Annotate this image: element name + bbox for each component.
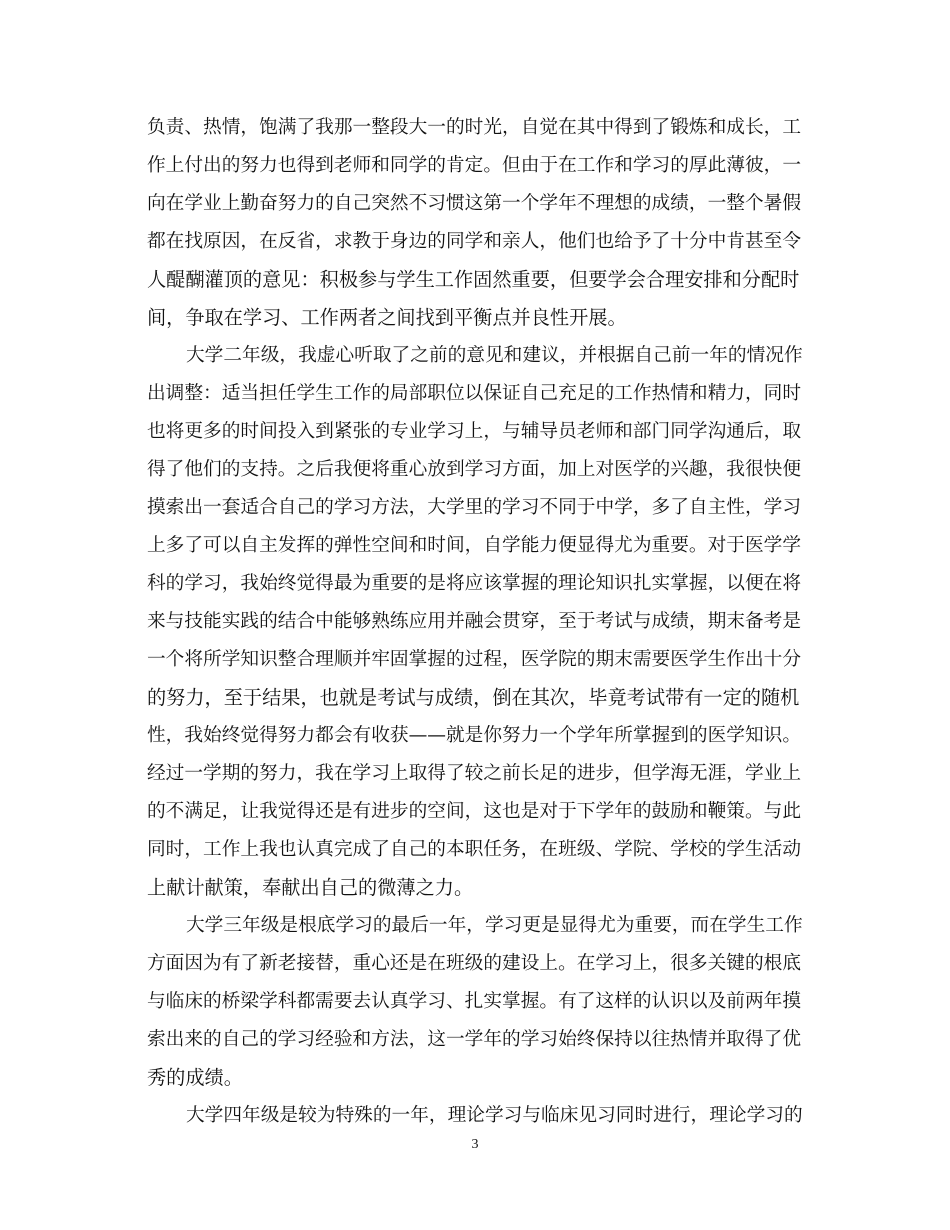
- text-line: 都在找原因，在反省，求教于身边的同学和亲人，他们也给予了十分中肯甚至令: [147, 231, 802, 252]
- text-line: 来与技能实践的结合中能够熟练应用并融会贯穿，至于考试与成绩，期末备考是: [147, 611, 802, 632]
- text-line: 的不满足，让我觉得还是有进步的空间，这也是对于下学年的鼓励和鞭策。与此: [147, 801, 802, 822]
- text-line: 科的学习，我始终觉得最为重要的是将应该掌握的理论知识扎实掌握，以便在将: [147, 573, 802, 594]
- page-number: 3: [471, 1137, 479, 1152]
- text-line: 与临床的桥梁学科都需要去认真学习、扎实掌握。有了这样的认识以及前两年摸: [147, 991, 802, 1012]
- text-line: 经过一学期的努力，我在学习上取得了较之前长足的进步，但学海无涯，学业上: [147, 763, 802, 784]
- text-line: 作上付出的努力也得到老师和同学的肯定。但由于在工作和学习的厚此薄彼，一: [147, 155, 802, 176]
- text-line: 的努力，至于结果，也就是考试与成绩，倒在其次，毕竟考试带有一定的随机: [147, 686, 800, 709]
- paragraph-first-line: 大学三年级是根底学习的最后一年，学习更是显得尤为重要，而在学生工作: [186, 915, 803, 936]
- text-line: 一个将所学知识整合理顺并牢固掌握的过程，医学院的期末需要医学生作出十分: [147, 649, 802, 670]
- text-line: 秀的成绩。: [147, 1066, 243, 1089]
- paragraph-first-line: 大学二年级，我虚心听取了之前的意见和建议，并根据自己前一年的情况作: [186, 345, 803, 366]
- text-line: 人醍醐灌顶的意见：积极参与学生工作固然重要，但要学会合理安排和分配时: [147, 268, 800, 291]
- text-line: 向在学业上勤奋努力的自己突然不习惯这第一个学年不理想的成绩，一整个暑假: [147, 193, 802, 214]
- paragraph-first-line: 大学四年级是较为特殊的一年，理论学习与临床见习同时进行，理论学习的: [186, 1105, 803, 1126]
- text-line: 负责、热情，饱满了我那一整段大一的时光，自觉在其中得到了锻炼和成长，工: [147, 117, 802, 138]
- text-line: 也将更多的时间投入到紧张的专业学习上，与辅导员老师和部门同学沟通后，取: [147, 421, 802, 442]
- text-line: 上献计献策，奉献出自己的微薄之力。: [147, 876, 474, 899]
- text-line: 得了他们的支持。之后我便将重心放到学习方面，加上对医学的兴趣，我很快便: [147, 459, 802, 480]
- text-line: 上多了可以自主发挥的弹性空间和时间，自学能力便显得尤为重要。对于医学学: [147, 535, 802, 556]
- text-line: 同时，工作上我也认真完成了自己的本职任务，在班级、学院、学校的学生活动: [147, 839, 802, 860]
- text-line: 出调整：适当担任学生工作的局部职位以保证自己充足的工作热情和精力，同时: [147, 383, 802, 404]
- text-line: 间，争取在学习、工作两者之间找到平衡点并良性开展。: [147, 306, 627, 329]
- text-line: 索出来的自己的学习经验和方法，这一学年的学习始终保持以往热情并取得了优: [147, 1029, 802, 1050]
- text-line: 摸索出一套适合自己的学习方法，大学里的学习不同于中学，多了自主性，学习: [147, 497, 802, 518]
- text-line: 方面因为有了新老接替，重心还是在班级的建设上。在学习上，很多关键的根底: [147, 953, 802, 974]
- text-line: 性，我始终觉得努力都会有收获——就是你努力一个学年所掌握到的医学知识。: [147, 725, 802, 746]
